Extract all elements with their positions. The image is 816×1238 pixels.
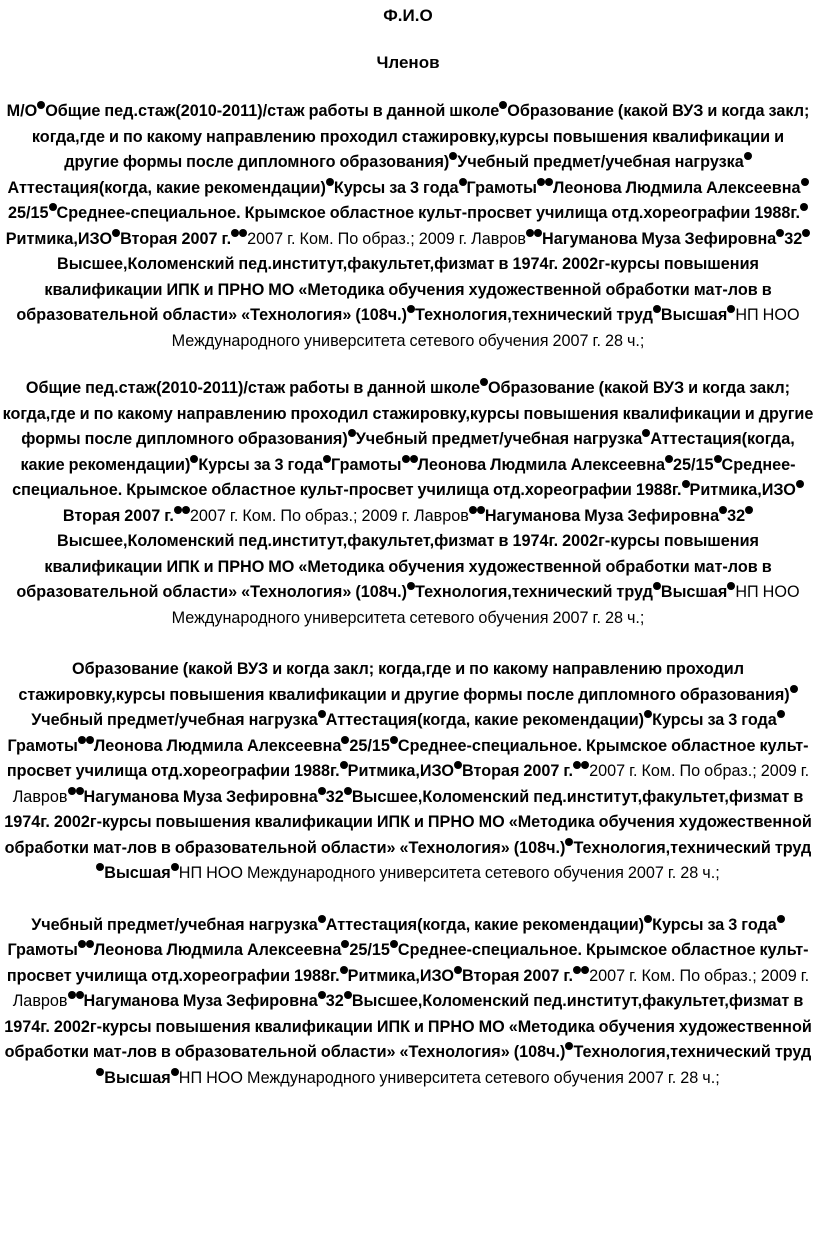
bullet-dot-icon: [390, 736, 398, 744]
person1-award: 2007 г. Ком. По образ.; 2009 г. Лавров: [12, 966, 810, 1010]
bullet-dot-icon: [68, 991, 76, 999]
bullet-dot-icon: [407, 582, 415, 590]
person2-attestation: Высшая: [660, 306, 728, 324]
column-header-fio: Ф.И.О: [383, 6, 433, 25]
bullet-dot-icon: [526, 229, 534, 237]
person1-subject: Ритмика,ИЗО: [347, 762, 455, 780]
bullet-dot-icon: [323, 455, 331, 463]
attestation-label: Аттестация(когда, какие рекомендации): [7, 178, 326, 197]
person1-attestation: Вторая 2007 г.: [120, 229, 232, 248]
education-label: Образование (какой ВУЗ и когда закл; когда,где и по какому направлению проходил стажировку,курсы повышения квалификации и другие формы после дипломного образования): [2, 379, 814, 448]
attestation-label: Аттестация(когда, какие рекомендации): [325, 915, 645, 934]
person1-subject: Ритмика,ИЗО: [689, 481, 796, 499]
paragraph-mo-row: [0, 99, 816, 354]
person1-name: Леонова Людмила Алексеевна: [93, 941, 342, 959]
column-header-members: Членов: [376, 53, 440, 72]
bullet-dot-icon: [714, 455, 722, 463]
person1-award: 2007 г. Ком. По образ.; 2009 г. Лавров: [12, 762, 810, 806]
bullet-dot-icon: [534, 229, 542, 237]
person2-courses: НП НОО Международного университета сетевого обучения 2007 г. 28 ч.;: [171, 583, 800, 627]
bullet-dot-icon: [407, 305, 415, 313]
subject-label: Учебный предмет/учебная нагрузка: [355, 430, 643, 448]
person2-education: Высшее,Коломенский пед.институт,факультет,физмат в 1974г. 2002г-курсы повышения квалификации ИПК и ПРНО МО «Методика обучения художественной обработки мат-лов в образовательной области» «Технология» (108ч.): [16, 255, 772, 324]
person1-education: Среднее-специальное. Крымское областное культ-просвет училища отд.хореографии 1988г.: [56, 204, 800, 222]
bullet-dot-icon: [49, 203, 57, 211]
person1-name: Леонова Людмила Алексеевна: [417, 455, 665, 474]
person2-courses: НП НОО Международного университета сетевого обучения 2007 г. 28 ч.;: [178, 1068, 720, 1087]
bullet-dot-icon: [644, 915, 652, 923]
person1-stazh: 25/15: [673, 455, 714, 474]
person1-stazh: 25/15: [349, 941, 390, 959]
bullet-dot-icon: [76, 991, 84, 999]
awards-label: Грамоты: [7, 736, 78, 755]
bullet-dot-icon: [171, 1068, 179, 1076]
stazh-label: Общие пед.стаж(2010-2011)/стаж работы в данной школе: [25, 379, 480, 397]
person1-award: 2007 г. Ком. По образ.; 2009 г. Лавров: [189, 506, 469, 525]
person2-attestation: Высшая: [104, 864, 171, 882]
person1-name: Леонова Людмила Алексеевна: [93, 736, 342, 755]
stazh-label: Общие пед.стаж(2010-2011)/стаж работы в данной школе: [45, 102, 500, 120]
bullet-dot-icon: [344, 787, 352, 795]
person2-subject: Технология,технический труд: [415, 583, 653, 601]
bullet-dot-icon: [744, 152, 752, 160]
person1-education: Среднее-специальное. Крымское областное культ-просвет училища отд.хореографии 1988г.: [12, 455, 796, 499]
bullet-dot-icon: [581, 966, 589, 974]
bullet-dot-icon: [653, 582, 661, 590]
person1-subject: Ритмика,ИЗО: [5, 229, 113, 248]
bullet-dot-icon: [790, 685, 798, 693]
subject-label: Учебный предмет/учебная нагрузка: [457, 153, 744, 171]
education-label: Образование (какой ВУЗ и когда закл; когда,где и по какому направлению проходил стажировку,курсы повышения квалификации и другие формы после дипломного образования): [31, 102, 810, 171]
person2-courses: НП НОО Международного университета сетевого обучения 2007 г. 28 ч.;: [171, 306, 800, 350]
bullet-dot-icon: [318, 710, 326, 718]
bullet-dot-icon: [344, 991, 352, 999]
bullet-dot-icon: [171, 863, 179, 871]
bullet-dot-icon: [644, 710, 652, 718]
bullet-dot-icon: [340, 761, 348, 769]
person2-stazh: 32: [325, 992, 344, 1010]
person1-education: Среднее-специальное. Крымское областное культ-просвет училища отд.хореографии 1988г.: [6, 941, 809, 985]
bullet-dot-icon: [86, 736, 94, 744]
bullet-dot-icon: [796, 480, 804, 488]
attestation-label: Аттестация(когда, какие рекомендации): [20, 430, 795, 474]
bullet-dot-icon: [480, 378, 488, 386]
person1-name: Леонова Людмила Алексеевна: [553, 178, 801, 197]
bullet-dot-icon: [390, 940, 398, 948]
bullet-dot-icon: [469, 506, 477, 514]
person2-subject: Технология,технический труд: [573, 1043, 812, 1061]
bullet-dot-icon: [68, 787, 76, 795]
subject-label: Учебный предмет/учебная нагрузка: [31, 711, 318, 729]
bullet-dot-icon: [348, 429, 356, 437]
bullet-dot-icon: [239, 229, 247, 237]
paragraph-education-row: [0, 657, 816, 887]
bullet-dot-icon: [777, 915, 785, 923]
education-label: Образование (какой ВУЗ и когда закл; когда,где и по какому направлению проходил стажировку,курсы повышения квалификации и другие формы после дипломного образования): [18, 660, 790, 704]
bullet-dot-icon: [410, 455, 418, 463]
bullet-dot-icon: [477, 506, 485, 514]
person2-stazh: 32: [325, 787, 344, 806]
bullet-dot-icon: [78, 940, 86, 948]
person2-name: Нагуманова Муза Зефировна: [83, 787, 318, 806]
bullet-dot-icon: [182, 506, 190, 514]
subject-label: Учебный предмет/учебная нагрузка: [31, 915, 318, 934]
person2-education: Высшее,Коломенский пед.институт,факультет,физмат в 1974г. 2002г-курсы повышения квалификации ИПК и ПРНО МО «Методика обучения художественной обработки мат-лов в образовательной области» «Технология» (108ч.): [4, 787, 812, 857]
person1-attestation: Вторая 2007 г.: [462, 966, 574, 985]
bullet-dot-icon: [459, 178, 467, 186]
bullet-dot-icon: [777, 710, 785, 718]
awards-label: Грамоты: [7, 941, 78, 959]
person1-stazh: 25/15: [349, 736, 390, 755]
mo-label: М/О: [6, 102, 38, 120]
bullet-dot-icon: [581, 761, 589, 769]
bullet-dot-icon: [318, 991, 326, 999]
courses-label: Курсы за 3 года: [652, 711, 777, 729]
bullet-dot-icon: [318, 915, 326, 923]
bullet-dot-icon: [573, 761, 581, 769]
person2-subject: Технология,технический труд: [573, 838, 812, 857]
attestation-label: Аттестация(когда, какие рекомендации): [325, 711, 645, 729]
bullet-dot-icon: [801, 178, 809, 186]
bullet-dot-icon: [78, 736, 86, 744]
person2-subject: Технология,технический труд: [415, 306, 653, 324]
person2-courses: НП НОО Международного университета сетевого обучения 2007 г. 28 ч.;: [178, 864, 720, 882]
bullet-dot-icon: [454, 761, 462, 769]
bullet-dot-icon: [37, 101, 45, 109]
person2-name: Нагуманова Муза Зефировна: [83, 992, 318, 1010]
bullet-dot-icon: [318, 787, 326, 795]
person1-attestation: Вторая 2007 г.: [62, 506, 174, 525]
person1-subject: Ритмика,ИЗО: [347, 966, 455, 985]
awards-label: Грамоты: [466, 178, 537, 197]
person2-name: Нагуманова Муза Зефировна: [484, 506, 720, 525]
person2-attestation: Высшая: [104, 1068, 171, 1087]
person2-stazh: 32: [784, 229, 803, 248]
bullet-dot-icon: [719, 506, 727, 514]
person2-name: Нагуманова Муза Зефировна: [542, 229, 777, 248]
bullet-dot-icon: [573, 966, 581, 974]
courses-label: Курсы за 3 года: [333, 178, 459, 197]
person1-attestation: Вторая 2007 г.: [462, 762, 574, 780]
awards-label: Грамоты: [331, 455, 402, 474]
bullet-dot-icon: [340, 966, 348, 974]
bullet-dot-icon: [653, 305, 661, 313]
bullet-dot-icon: [231, 229, 239, 237]
person2-education: Высшее,Коломенский пед.институт,факультет,физмат в 1974г. 2002г-курсы повышения квалификации ИПК и ПРНО МО «Методика обучения художественной обработки мат-лов в образовательной области» «Технология» (108ч.): [16, 532, 772, 601]
bullet-dot-icon: [326, 178, 334, 186]
bullet-dot-icon: [682, 480, 690, 488]
courses-label: Курсы за 3 года: [198, 455, 324, 474]
person2-education: Высшее,Коломенский пед.институт,факультет,физмат в 1974г. 2002г-курсы повышения квалификации ИПК и ПРНО МО «Методика обучения художественной обработки мат-лов в образовательной области» «Технология» (108ч.): [4, 992, 812, 1061]
paragraph-stazh-row: [0, 376, 816, 631]
bullet-dot-icon: [402, 455, 410, 463]
bullet-dot-icon: [800, 203, 808, 211]
bullet-dot-icon: [665, 455, 673, 463]
bullet-dot-icon: [86, 940, 94, 948]
bullet-dot-icon: [454, 966, 462, 974]
person1-stazh: 25/15: [8, 204, 49, 222]
bullet-dot-icon: [745, 506, 753, 514]
paragraph-subject-row: [0, 913, 816, 1092]
courses-label: Курсы за 3 года: [652, 915, 777, 934]
bullet-dot-icon: [802, 229, 810, 237]
bullet-dot-icon: [76, 787, 84, 795]
person2-attestation: Высшая: [660, 583, 728, 601]
bullet-dot-icon: [545, 178, 553, 186]
bullet-dot-icon: [112, 229, 120, 237]
person1-education: Среднее-специальное. Крымское областное культ-просвет училища отд.хореографии 1988г.: [6, 736, 809, 780]
bullet-dot-icon: [537, 178, 545, 186]
person1-award: 2007 г. Ком. По образ.; 2009 г. Лавров: [247, 229, 527, 248]
bullet-dot-icon: [174, 506, 182, 514]
person2-stazh: 32: [727, 506, 746, 525]
